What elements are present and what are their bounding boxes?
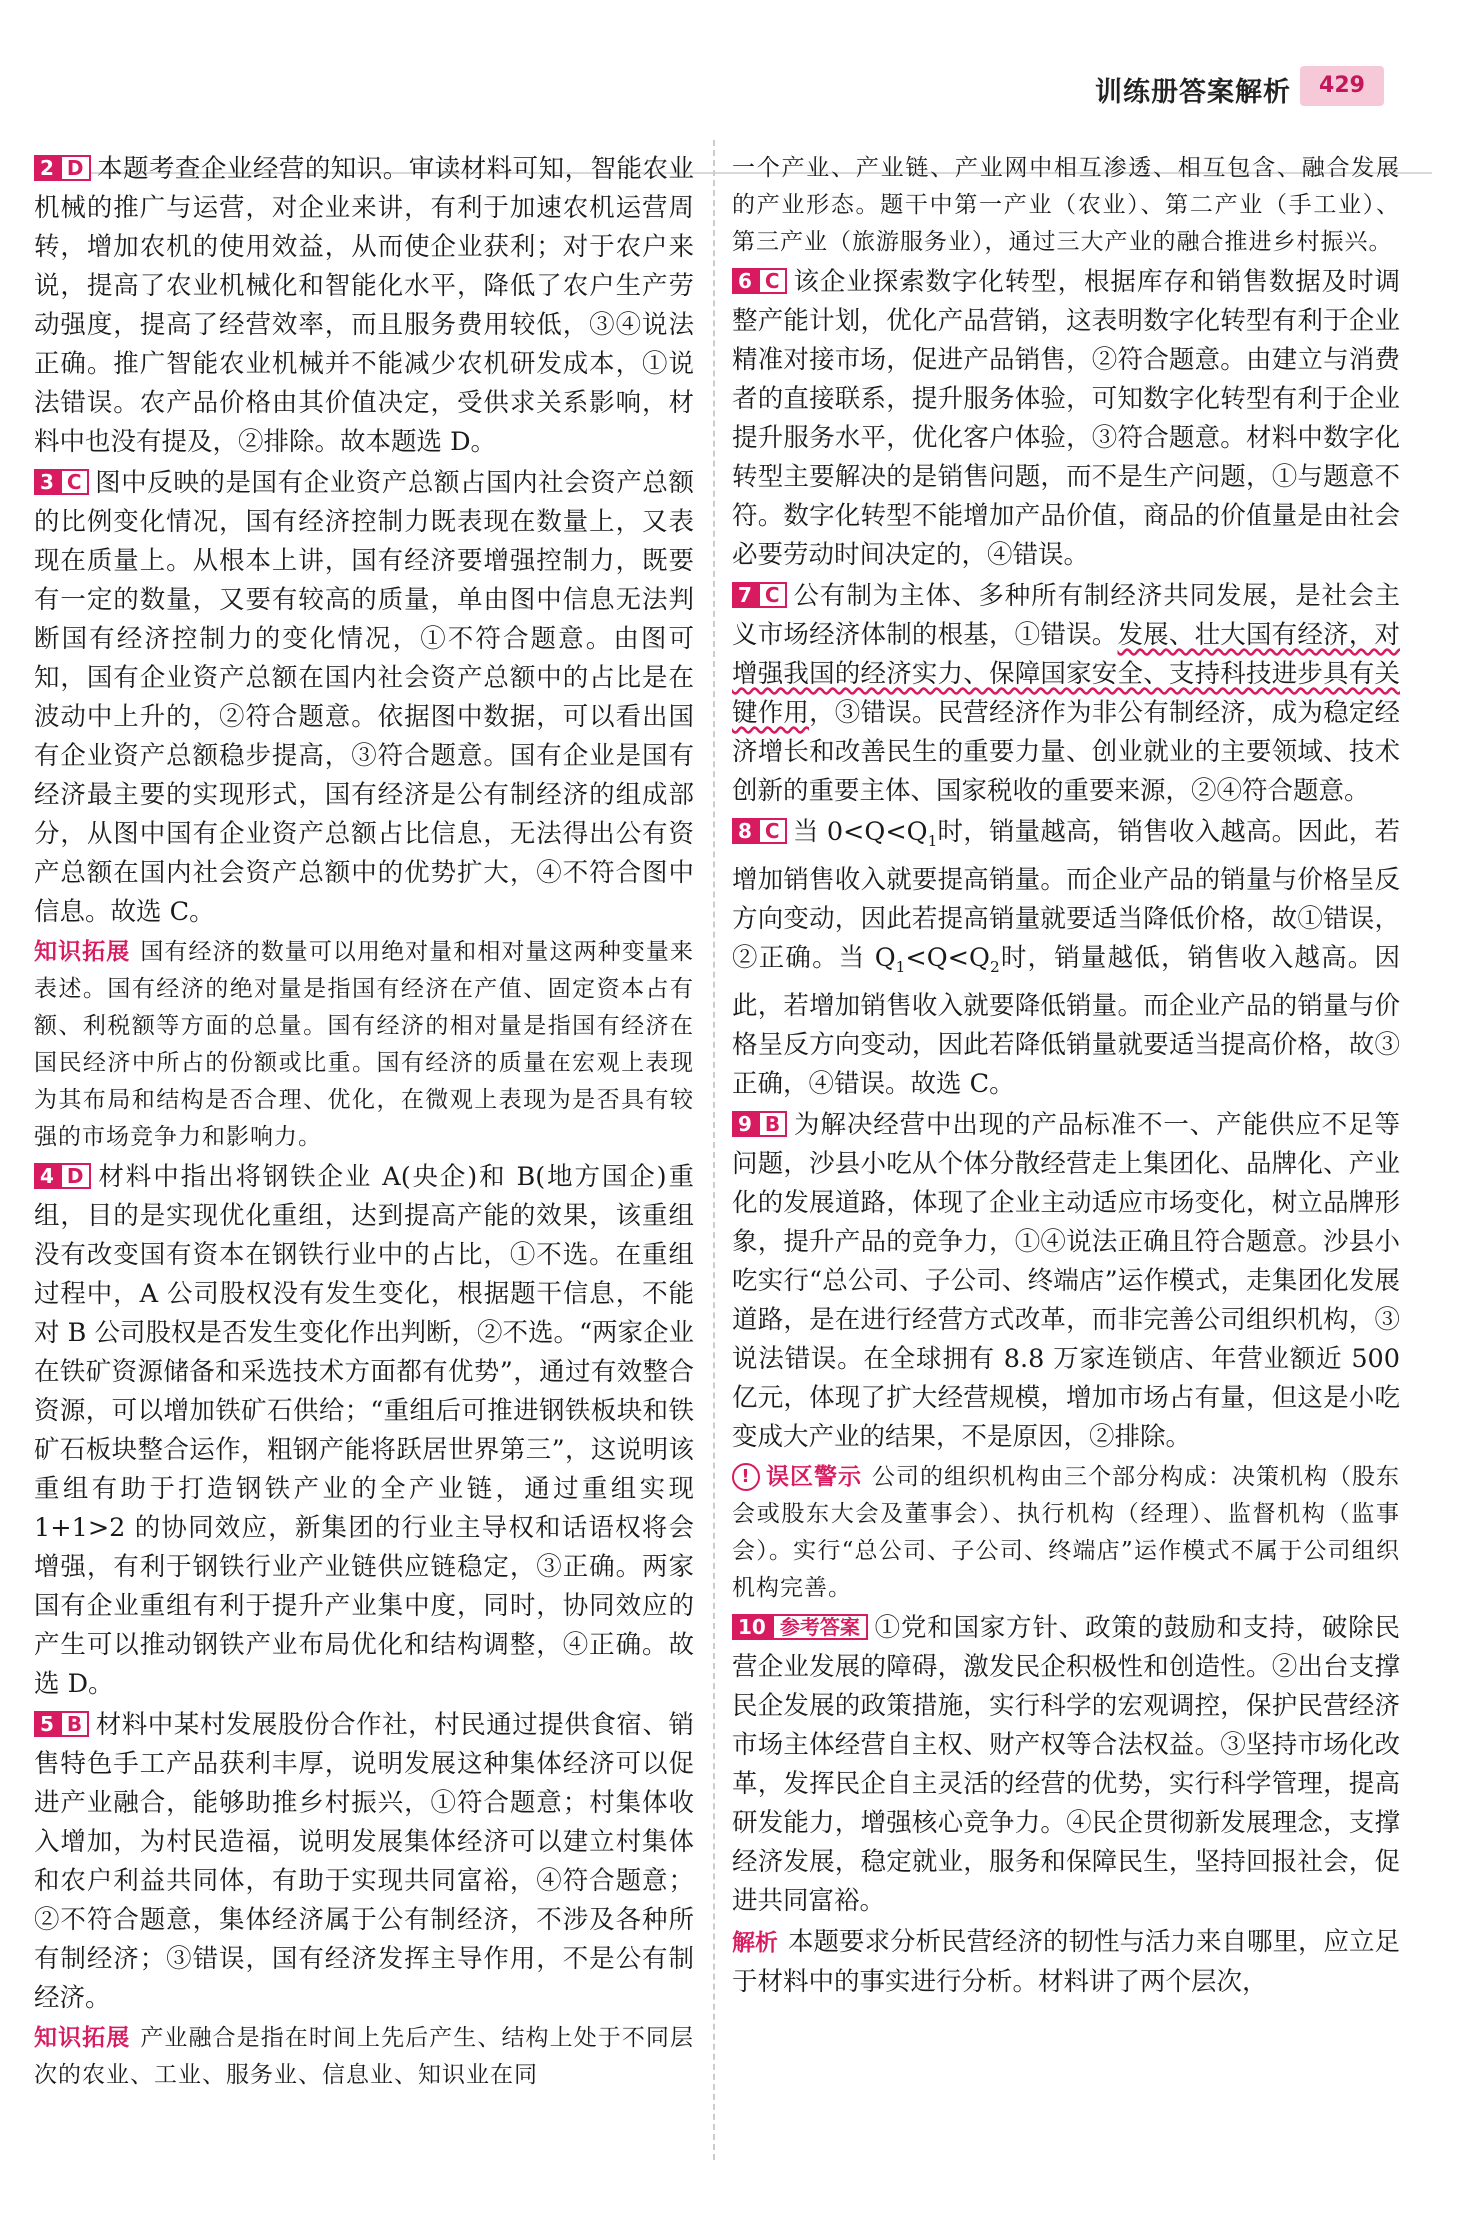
answer-q3: 3 C 图中反映的是国有企业资产总额占国内社会资产总额的比例变化情况，国有经济控制力既表现在数量上，又表现在质量上。从根本上讲，国有经济要增强控制力，既要有一定的数量，又要有较高的质量，单由图中信息无法判断国有经济控制力的变化情况，①不符合题意。由图可知，国有企业资产总额在国内社会资产总额中的占比是在波动中上升的，②符合题意。依据图中数据，可以看出国有企业资产总额稳步提高，③符合题意。国有企业是国有经济最主要的实现形式，国有经济是公有制经济的组成部分，从图中国有企业资产总额占比信息，无法得出公有资产总额在国内社会资产总额中的优势扩大，④不符合图中信息。故选 C。 (34, 468, 694, 927)
answer-q5: 5 B 材料中某村发展股份合作社，村民通过提供食宿、销售特色手工产品获利丰厚，说明发展这种集体经济可以促进产业融合，能够助推乡村振兴，①符合题意；村集体收入增加，为村民造福，说明发展集体经济可以建立村集体和农户利益共同体，有助于实现共同富裕，④符合题意；②不符合题意，集体经济属于公有制经济，不涉及各种所有制经济；③错误，国有经济发挥主导作用，不是公有制经济。 (34, 1710, 694, 2013)
knowledge-extension-2: 知识拓展 产业融合是指在时间上先后产生、结构上处于不同层次的农业、工业、服务业、信息业、知识业在同 (34, 2025, 695, 2088)
page-header (0, 62, 1466, 114)
knowledge-extension-2-continued: 一个产业、产业链、产业网中相互渗透、相互包含、融合发展的产业形态。题干中第一产业（农业）、第二产业（手工业）、第三产业（旅游服务业），通过三大产业的融合推进乡村振兴。 (732, 155, 1400, 255)
question-tag: 2 D (34, 155, 91, 181)
page-number: 429 (1300, 66, 1384, 106)
question-tag: 6 C (732, 268, 787, 294)
column-divider (713, 140, 715, 2160)
question-tag: 8 C (732, 818, 787, 844)
answer-q8: 8 C 当 $0<Q<Q_1$时，销量越高，销售收入越高。因此，若增加销售收入就要提高销量。而企业产品的销量与价格呈反方向变动，因此若提高销量就要适当降低价格，故①错误，②正确。当 $Q_1<Q<Q_2$时，销量越低，销售收入越高。因此，若增加销售收入就要降低销量。而企业产品的销量与价格呈反方向变动，因此若降低销量就要适当提高价格，故③正确，④错误。故选 C。 (732, 817, 1400, 1100)
answer-q7: 7 C 公有制为主体、多种所有制经济共同发展，是社会主义市场经济体制的根基，①错误。发展、壮大国有经济，对增强我国的经济实力、保障国家安全、支持科技进步具有关键作用，③错误。民营经济作为非公有制经济，成为稳定经济增长和改善民生的重要力量、创业就业的主要领域、技术创新的重要主体、国家税收的重要来源，②④符合题意。 (732, 581, 1400, 806)
question-tag: 10 参考答案 (732, 1614, 868, 1640)
question-tag: 5 B (34, 1711, 89, 1737)
analysis-q10: 解析 本题要求分析民营经济的韧性与活力来自哪里，应立足于材料中的事实进行分析。材料讲了两个层次， (732, 1927, 1401, 1998)
question-tag: 9 B (732, 1111, 787, 1137)
question-tag: 7 C (732, 582, 787, 608)
left-column (34, 150, 694, 2096)
misconception-warning: ! 误区警示 公司的组织机构由三个部分构成：决策机构（股东会或股东大会及董事会）、执行机构（经理）、监督机构（监事会）。实行“总公司、子公司、终端店”运作模式不属于公司组织机构完善。 (732, 1464, 1400, 1602)
knowledge-extension-1: 知识拓展 国有经济的数量可以用绝对量和相对量这两种变量来表述。国有经济的绝对量是指国有经济在产值、固定资本占有额、利税额等方面的总量。国有经济的相对量是指国有经济在国民经济中所占的份额或比重。国有经济的质量在宏观上表现为其布局和结构是否合理、优化，在微观上表现为是否具有较强的市场竞争力和影响力。 (34, 939, 695, 1150)
question-tag: 3 C (34, 469, 89, 495)
right-column (732, 150, 1400, 2004)
section-title: 训练册答案解析 (1095, 77, 1291, 108)
answer-q4: 4 D 材料中指出将钢铁企业 A(央企)和 B(地方国企)重组，目的是实现优化重组，达到提高产能的效果，该重组没有改变国有资本在钢铁行业中的占比，①不选。在重组过程中，A 公司股权没有发生变化，根据题干信息，不能对 B 公司股权是否发生变化作出判断，②不选。“两家企业在铁矿资源储备和采选技术方面都有优势”，通过有效整合资源，可以增加铁矿石供给；“重组后可推进钢铁板块和铁矿石板块整合运作，粗钢产能将跃居世界第三”，这说明该重组有助于打造钢铁产业的全产业链，通过重组实现 1+1>2 的协同效应，新集团的行业主导权和话语权将会增强，有利于钢铁行业产业链供应链稳定，③正确。两家国有企业重组有利于提升产业集中度，同时，协同效应的产生可以推动钢铁产业布局优化和结构调整，④正确。故选 D。 (34, 1162, 694, 1699)
question-tag: 4 D (34, 1163, 91, 1189)
answer-q10: 10 参考答案 ①党和国家方针、政策的鼓励和支持，破除民营企业发展的障碍，激发民企积极性和创造性。②出台支撑民企发展的政策措施，实行科学的宏观调控，保护民营经济市场主体经营自主权、财产权等合法权益。③坚持市场化改革，发挥民企自主灵活的经营的优势，实行科学管理，提高研发能力，增强核心竞争力。④民企贯彻新发展理念，支撑经济发展，稳定就业，服务和保障民生，坚持回报社会，促进共同富裕。 (732, 1613, 1400, 1917)
wavy-underline-text: 发展、壮大国有经济，对增强我国的经济实力、保障国家安全、支持科技进步具有关键作用 (732, 620, 1400, 728)
answer-q9: 9 B 为解决经营中出现的产品标准不一、产能供应不足等问题，沙县小吃从个体分散经营走上集团化、品牌化、产业化的发展道路，体现了企业主动适应市场变化，树立品牌形象，提升产品的竞争力，①④说法正确且符合题意。沙县小吃实行“总公司、子公司、终端店”运作模式，走集团化发展道路，是在进行经营方式改革，而非完善公司组织机构，③说法错误。在全球拥有 8.8 万家连锁店、年营业额近 500 亿元，体现了扩大经营规模，增加市场占有量，但这是小吃变成大产业的结果，不是原因，②排除。 (732, 1110, 1400, 1453)
answer-q6: 6 C 该企业探索数字化转型，根据库存和销售数据及时调整产能计划，优化产品营销，这表明数字化转型有利于企业精准对接市场，促进产品销售，②符合题意。由建立与消费者的直接联系，提升服务体验，可知数字化转型有利于企业提升服务水平，优化客户体验，③符合题意。材料中数字化转型主要解决的是销售问题，而不是生产问题，①与题意不符。数字化转型不能增加产品价值，商品的价值量是由社会必要劳动时间决定的，④错误。 (732, 267, 1400, 570)
exclamation-icon: ! (732, 1463, 760, 1491)
answer-q2: 2 D 本题考查企业经营的知识。审读材料可知，智能农业机械的推广与运营，对企业来讲，有利于加速农机运营周转，增加农机的使用效益，从而使企业获利；对于农户来说，提高了农业机械化和智能化水平，降低了农户生产劳动强度，提高了经营效率，而且服务费用较低，③④说法正确。推广智能农业机械并不能减少农机研发成本，①说法错误。农产品价格由其价值决定，受供求关系影响，材料中也没有提及，②排除。故本题选 D。 (34, 154, 694, 457)
